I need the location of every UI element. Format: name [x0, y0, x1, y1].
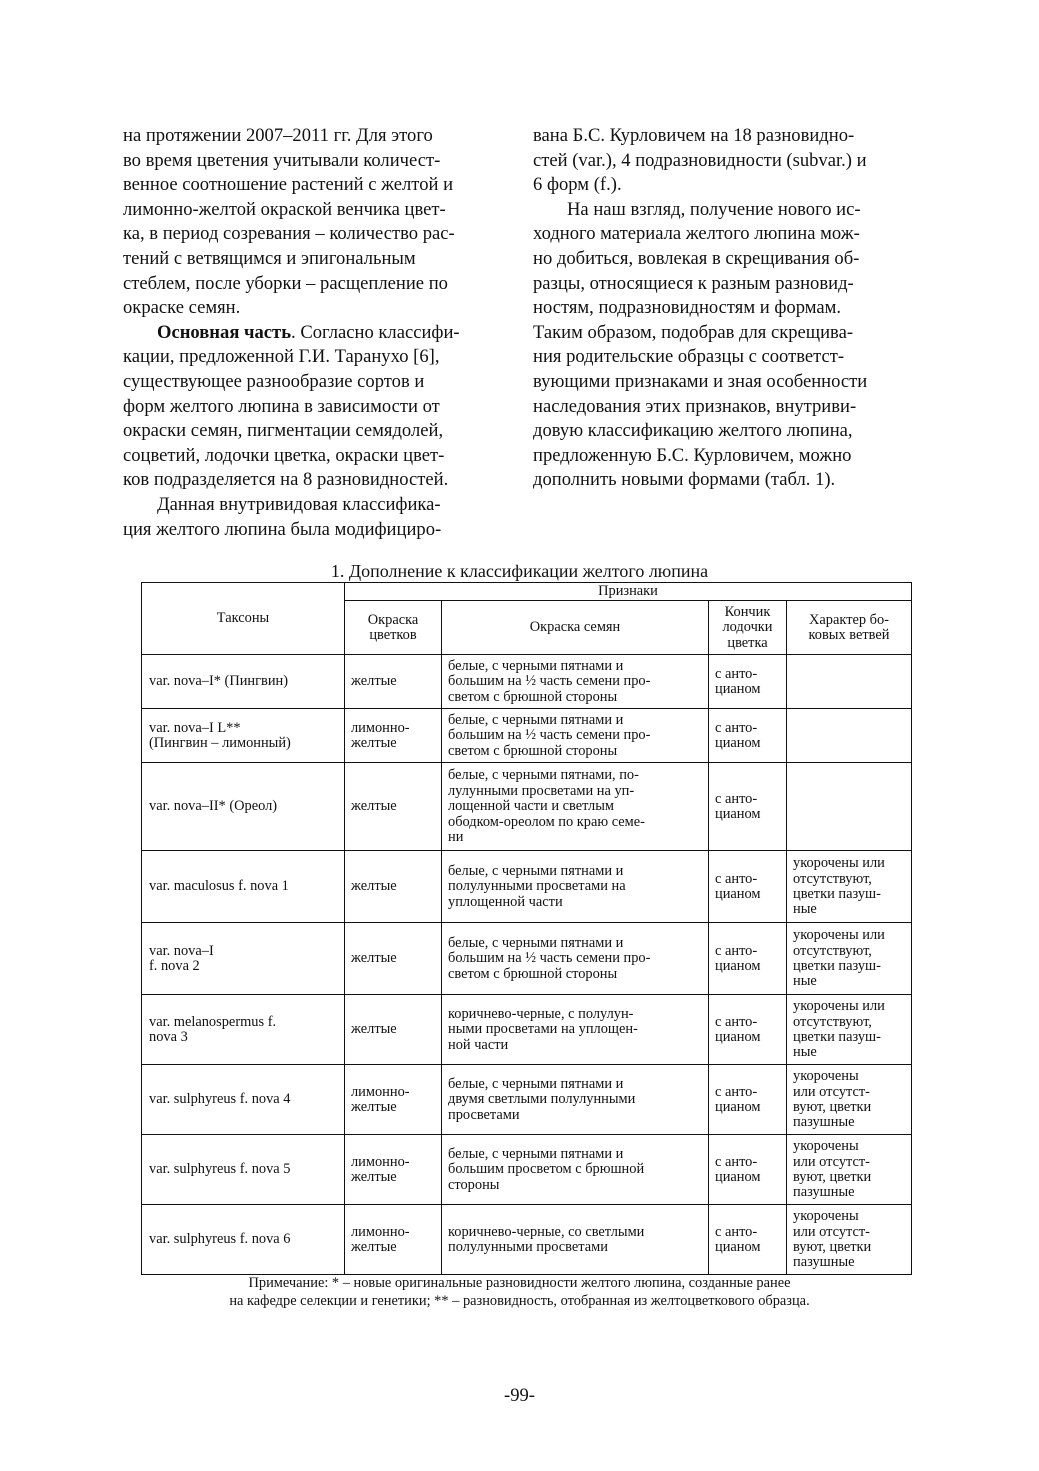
flower-color-cell: лимонно- желтые	[345, 709, 442, 763]
table-row	[142, 763, 912, 851]
flower-color-cell: лимонно- желтые	[345, 1135, 442, 1205]
header-branches: Характер бо- ковых ветвей	[787, 601, 912, 655]
branches-cell: укорочены или отсутст- вуют, цветки пазушные	[787, 1205, 912, 1275]
flower-color-cell: желтые	[345, 995, 442, 1065]
taxon-cell: var. nova–I f. nova 2	[142, 923, 345, 995]
flower-color-cell: лимонно- желтые	[345, 1065, 442, 1135]
table-footnote: Примечание: * – новые оригинальные разновидности желтого люпина, созданные ранее на кафедре селекции и генетики; ** – разновидность, отобранная из желтоцветкового образца.	[229, 1275, 810, 1309]
flower-color-cell: желтые	[345, 923, 442, 995]
right-paragraph-1: вана Б.С. Курловичем на 18 разновидно- стей (var.), 4 подразновидности (subvar.) и 6 форм (f.).	[533, 125, 867, 196]
table-row	[142, 1135, 912, 1205]
branches-cell: укорочены или отсутст- вуют, цветки пазушные	[787, 1135, 912, 1205]
seed-color-cell: белые, с черными пятнами и большим просветом с брюшной стороны	[442, 1135, 709, 1205]
branches-cell: укорочены или отсутствуют, цветки пазуш- ные	[787, 995, 912, 1065]
keel-tip-cell: с анто- цианом	[709, 851, 787, 923]
keel-tip-cell: с анто- цианом	[709, 923, 787, 995]
flower-color-cell: желтые	[345, 655, 442, 709]
seed-color-cell: белые, с черными пятнами, по- лулунными просветами на уп- лощенной части и светлым ободком-ореолом по краю семе- ни	[442, 763, 709, 851]
seed-color-cell: белые, с черными пятнами и полулунными просветами на уплощенной части	[442, 851, 709, 923]
branches-cell	[787, 655, 912, 709]
header-keel-tip: Кончик лодочки цветка	[709, 601, 787, 655]
branches-cell: укорочены или отсутствуют, цветки пазуш- ные	[787, 851, 912, 923]
table-row	[142, 851, 912, 923]
taxon-cell: var. sulphyreus f. nova 6	[142, 1205, 345, 1275]
keel-tip-cell: с анто- цианом	[709, 763, 787, 851]
taxon-cell: var. sulphyreus f. nova 4	[142, 1065, 345, 1135]
taxon-cell: var. sulphyreus f. nova 5	[142, 1135, 345, 1205]
branches-cell	[787, 709, 912, 763]
keel-tip-cell: с анто- цианом	[709, 1205, 787, 1275]
header-signs: Признаки	[345, 583, 912, 601]
table-row	[142, 1065, 912, 1135]
keel-tip-cell: с анто- цианом	[709, 655, 787, 709]
seed-color-cell: белые, с черными пятнами и большим на ½ часть семени про- светом с брюшной стороны	[442, 709, 709, 763]
table-caption: 1. Дополнение к классификации желтого люпина	[330, 561, 709, 581]
flower-color-cell: лимонно- желтые	[345, 1205, 442, 1275]
branches-cell	[787, 763, 912, 851]
page-number: -99-	[504, 1385, 535, 1406]
header-seed-color: Окраска семян	[442, 601, 709, 655]
table-row	[142, 923, 912, 995]
left-paragraph-2	[123, 321, 507, 493]
keel-tip-cell: с анто- цианом	[709, 995, 787, 1065]
left-text-column	[123, 124, 507, 542]
keel-tip-cell: с анто- цианом	[709, 1135, 787, 1205]
table-row	[142, 995, 912, 1065]
seed-color-cell: коричнево-черные, с полулун- ными просветами на уплощен- ной части	[442, 995, 709, 1065]
seed-color-cell: белые, с черными пятнами и большим на ½ часть семени про- светом с брюшной стороны	[442, 655, 709, 709]
taxon-cell: var. maculosus f. nova 1	[142, 851, 345, 923]
seed-color-cell: белые, с черными пятнами и двумя светлыми полулунными просветами	[442, 1065, 709, 1135]
right-text-column	[533, 124, 917, 493]
taxon-cell: var. nova–I* (Пингвин)	[142, 655, 345, 709]
branches-cell: укорочены или отсутствуют, цветки пазуш- ные	[787, 923, 912, 995]
classification-table	[141, 582, 912, 1275]
taxon-cell: var. nova–II* (Ореол)	[142, 763, 345, 851]
left-paragraph-2-text: . Согласно классифи- кации, предложенной Г.И. Таранухо [6], существующее разнообразие сортов и форм желтого люпина в зависимости от окраски семян, пигментации семядолей, соцветий, лодочки цветка, окраски цвет- ков подразделяется на 8 разновидностей.	[123, 321, 460, 491]
table-body	[142, 655, 912, 1275]
flower-color-cell: желтые	[345, 851, 442, 923]
right-paragraph-2: На наш взгляд, получение нового ис- ходного материала желтого люпина мож- но добиться, вовлекая в скрещивания об- разцы, относящиеся к разным разновид- ностям, подразновидностям и формам. Таким образом, подобрав для скрещива- ния родительские образцы с соответст- вующими признаками и зная особенности наследования этих признаков, внутриви- довую классификацию желтого люпина, предложенную Б.С. Курловичем, можно дополнить новыми формами (табл. 1).	[533, 198, 868, 491]
main-part-heading: Основная часть	[157, 321, 292, 343]
branches-cell: укорочены или отсутст- вуют, цветки пазушные	[787, 1065, 912, 1135]
header-flower-color: Окраска цветков	[345, 601, 442, 655]
seed-color-cell: белые, с черными пятнами и большим на ½ часть семени про- светом с брюшной стороны	[442, 923, 709, 995]
taxon-cell: var. melanospermus f. nova 3	[142, 995, 345, 1065]
taxon-cell: var. nova–I L** (Пингвин – лимонный)	[142, 709, 345, 763]
table-row	[142, 655, 912, 709]
flower-color-cell: желтые	[345, 763, 442, 851]
left-paragraph-1: на протяжении 2007–2011 гг. Для этого во время цветения учитывали количест- венное соотношение растений с желтой и лимонно-желтой окраской венчика цвет- ка, в период созревания – количество рас- тений с ветвящимся и эпигональным стеблем, после уборки – расщепление по окраске семян.	[123, 125, 455, 319]
keel-tip-cell: с анто- цианом	[709, 709, 787, 763]
left-paragraph-3: Данная внутривидовая классифика- ция желтого люпина была модифициро-	[123, 493, 442, 540]
header-taxa: Таксоны	[142, 583, 345, 655]
table-row	[142, 1205, 912, 1275]
table-row	[142, 709, 912, 763]
classification-table-wrapper	[141, 582, 911, 1275]
keel-tip-cell: с анто- цианом	[709, 1065, 787, 1135]
seed-color-cell: коричнево-черные, со светлыми полулунными просветами	[442, 1205, 709, 1275]
